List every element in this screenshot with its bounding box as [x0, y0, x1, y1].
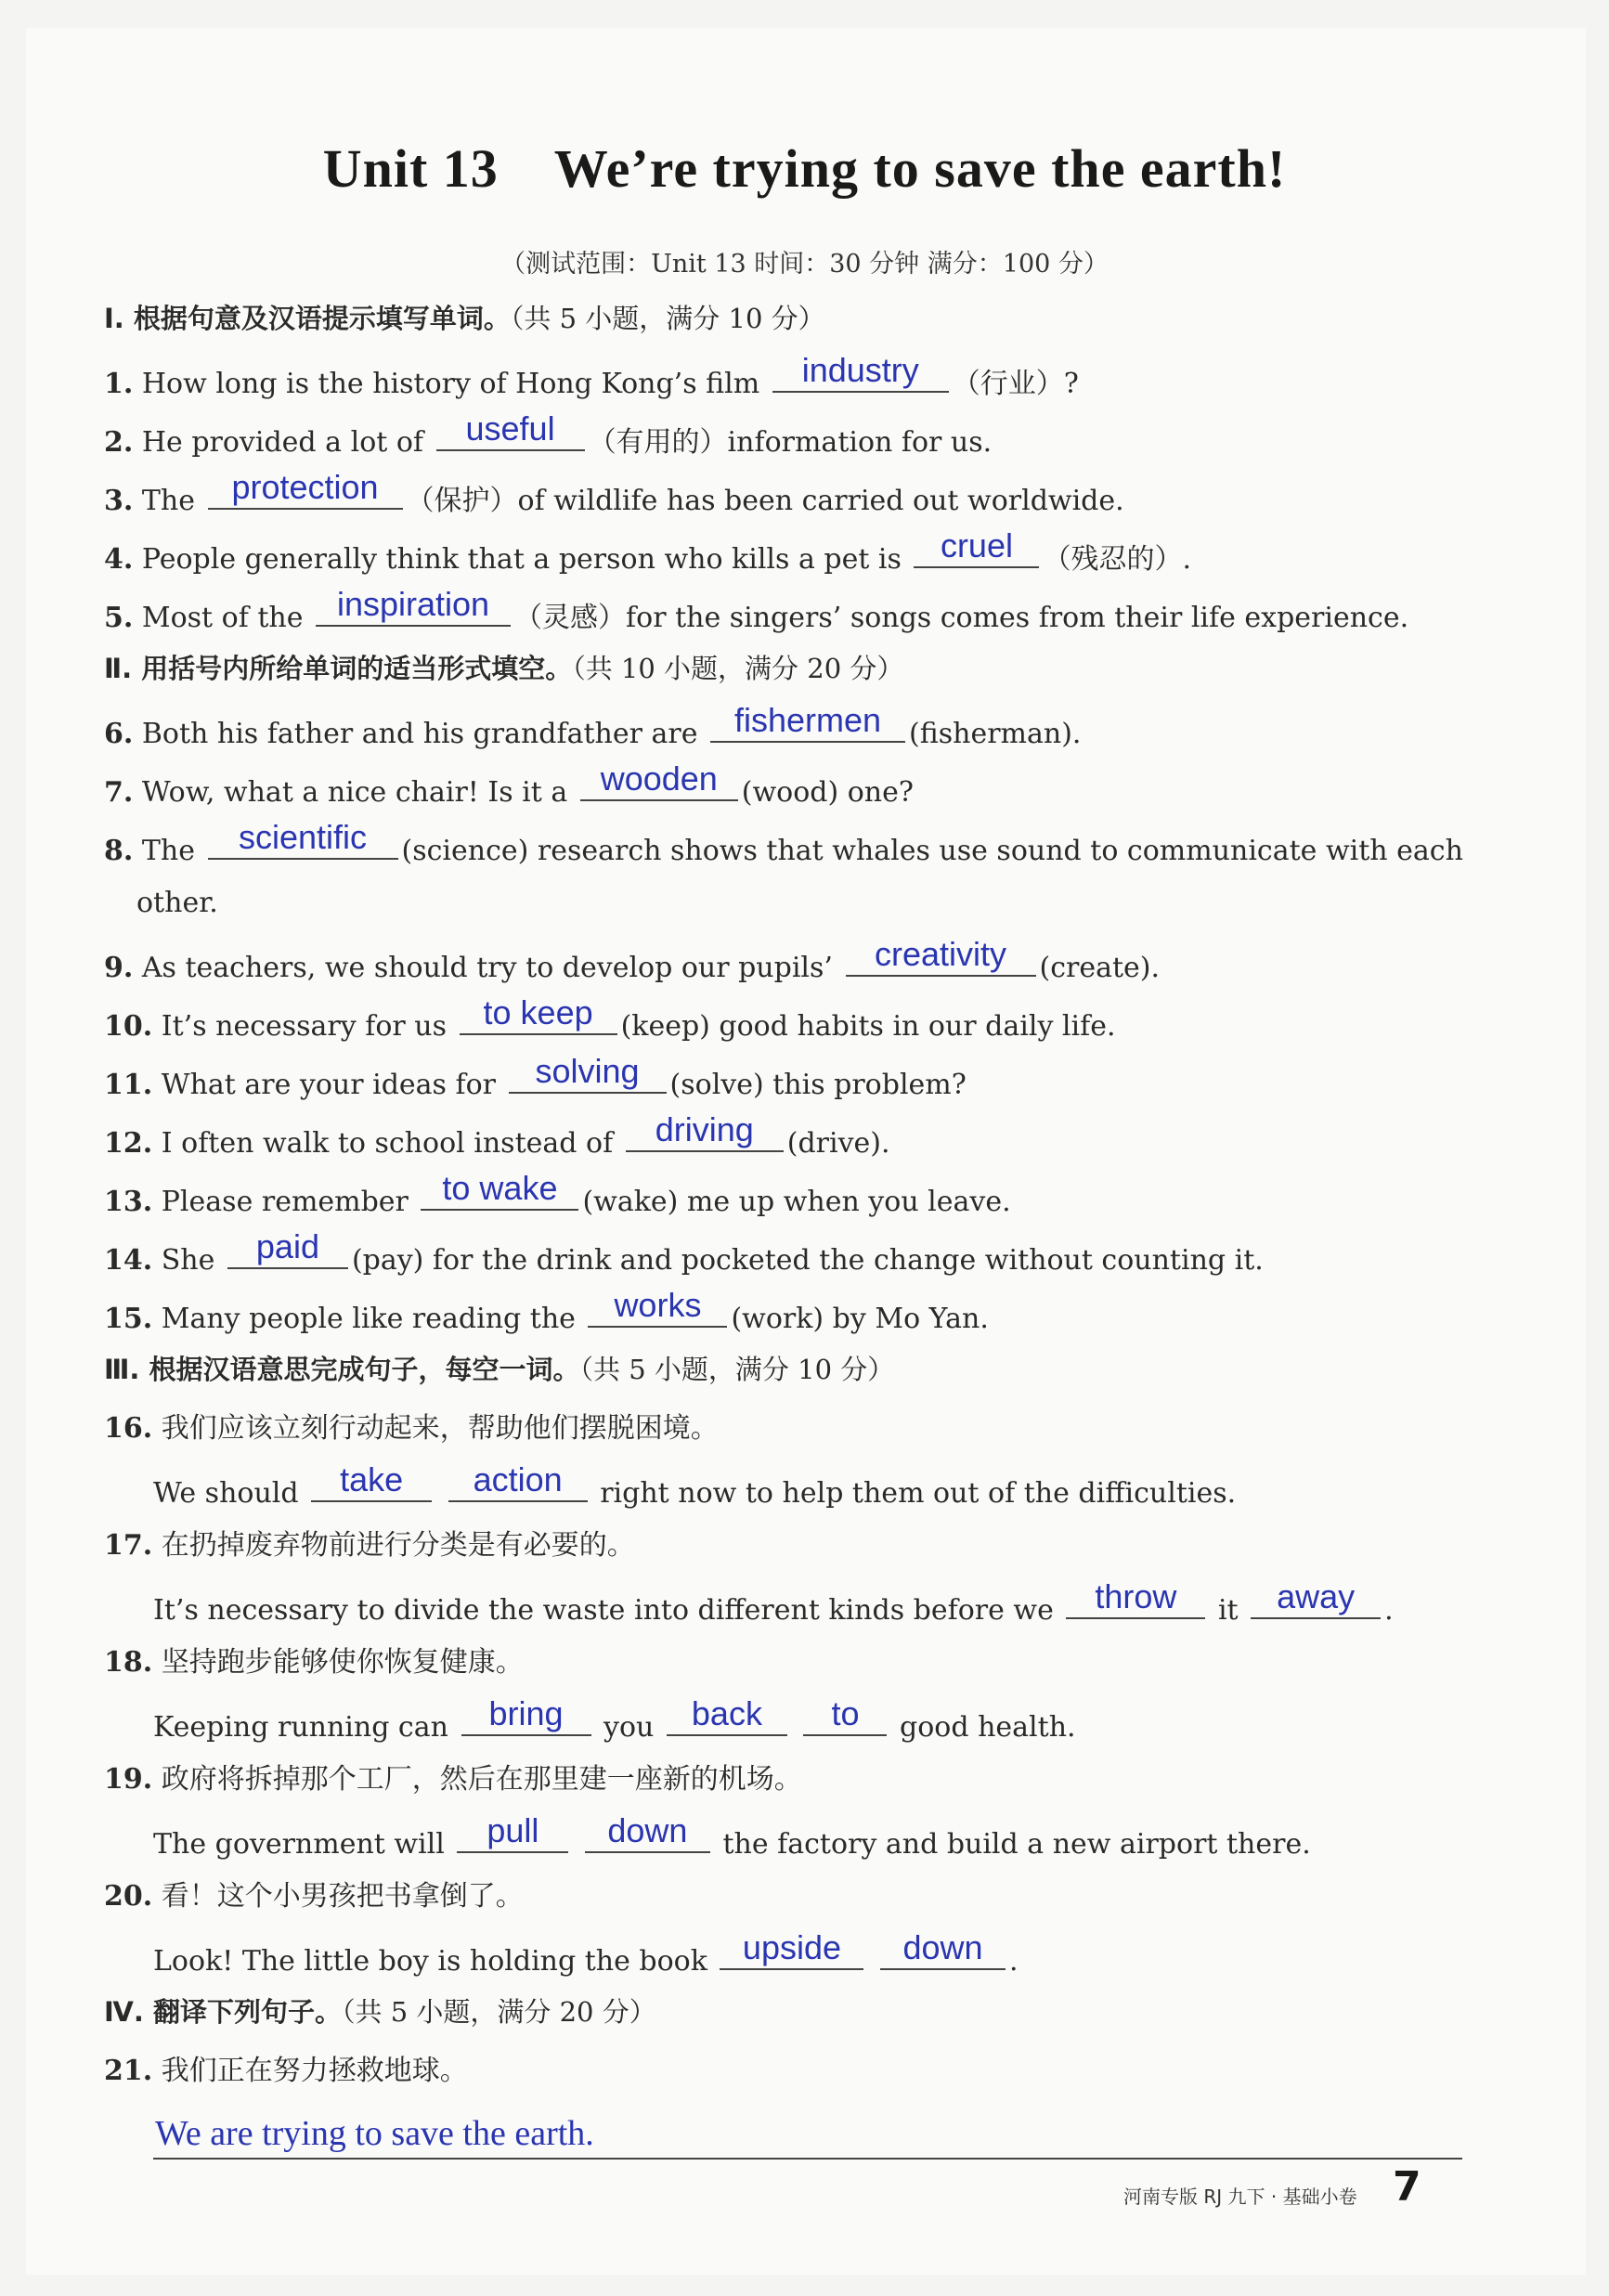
- answer-blank[interactable]: [846, 935, 1036, 977]
- question-number: 14.: [104, 1244, 153, 1277]
- question-8: [104, 818, 1463, 867]
- section-note: （共 5 小题，满分 10 分）: [510, 303, 825, 334]
- chinese-prompt: 在扔掉废弃物前进行分类是有必要的。: [161, 1529, 635, 1562]
- question-1: [104, 351, 1079, 400]
- answer-blank[interactable]: [626, 1110, 784, 1152]
- question-text: good health.: [900, 1711, 1076, 1744]
- answer: creativity: [875, 935, 1007, 973]
- question-5: [104, 585, 1409, 634]
- answer-blank[interactable]: [772, 351, 949, 393]
- title-text: We’re trying to save the earth!: [553, 138, 1287, 199]
- question-text: (pay) for the drink and pocketed the change without counting it.: [351, 1244, 1264, 1277]
- section-1-heading: [104, 300, 825, 337]
- answer: industry: [801, 351, 919, 389]
- question-text: (work) by Mo Yan.: [731, 1303, 989, 1335]
- chinese-prompt: 坚持跑步能够使你恢复健康。: [161, 1646, 524, 1679]
- answer-blank[interactable]: [457, 1811, 568, 1853]
- question-text: (wood) one?: [741, 776, 914, 809]
- question-text: How long is the history of Hong Kong’s film: [141, 368, 760, 400]
- title-unit: Unit 13: [322, 138, 499, 199]
- question-text: right now to help them out of the difficulties.: [600, 1477, 1237, 1510]
- answer-blank[interactable]: [1251, 1577, 1381, 1619]
- question-number: 10.: [104, 1010, 153, 1043]
- answer-blank[interactable]: [588, 1286, 727, 1328]
- test-scope: （测试范围：Unit 13 时间：30 分钟 满分：100 分）: [500, 250, 1109, 279]
- question-text: (fisherman).: [909, 718, 1082, 750]
- question-text: （保护）of wildlife has been carried out worldwide.: [406, 485, 1124, 517]
- section-3-heading: [104, 1351, 894, 1388]
- answer: to: [831, 1694, 860, 1732]
- chinese-prompt: 我们正在努力拯救地球。: [161, 2055, 468, 2087]
- question-number: 18.: [104, 1646, 153, 1679]
- answer: to wake: [442, 1169, 558, 1207]
- answer-blank[interactable]: [710, 701, 905, 743]
- question-number: 16.: [104, 1412, 153, 1445]
- chinese-prompt: 政府将拆掉那个工厂，然后在那里建一座新的机场。: [161, 1763, 802, 1796]
- question-20-prompt: [104, 1878, 524, 1915]
- question-text: Look! The little boy is holding the book: [153, 1945, 707, 1978]
- answer-blank[interactable]: [316, 585, 511, 627]
- section-note: （共 10 小题，满分 20 分）: [572, 653, 904, 684]
- question-2: [104, 409, 993, 459]
- answer: We are trying to save the earth.: [155, 2114, 594, 2153]
- section-2-heading: [104, 650, 903, 687]
- answer: back: [691, 1694, 762, 1732]
- answer: bring: [488, 1694, 564, 1732]
- question-8-continued: other.: [136, 887, 218, 919]
- answer-blank[interactable]: [311, 1460, 432, 1502]
- question-text: you: [603, 1711, 655, 1744]
- question-text: (create).: [1039, 952, 1161, 984]
- question-number: 20.: [104, 1880, 153, 1913]
- answer: inspiration: [336, 585, 490, 623]
- answer: cruel: [940, 526, 1013, 564]
- question-11: [104, 1052, 967, 1101]
- question-text: It’s necessary to divide the waste into different kinds before we: [153, 1594, 1054, 1627]
- answer: to keep: [483, 993, 593, 1031]
- question-number: 13.: [104, 1186, 153, 1218]
- question-text: (science) research shows that whales use sound to communicate with each: [401, 835, 1463, 867]
- answer-blank[interactable]: [914, 526, 1039, 568]
- answer-blank[interactable]: [1066, 1577, 1205, 1619]
- answer: down: [902, 1928, 983, 1966]
- page-number: 7: [1393, 2163, 1421, 2211]
- question-text: (solve) this problem?: [669, 1069, 967, 1101]
- question-number: 11.: [104, 1069, 153, 1101]
- answer: useful: [465, 409, 555, 448]
- answer: fishermen: [733, 701, 882, 739]
- question-16-answer-line: [153, 1460, 1237, 1510]
- question-text: （有用的）information for us.: [588, 426, 993, 459]
- question-text: The: [141, 485, 195, 517]
- question-number: 8.: [104, 835, 134, 867]
- translation-answer-line[interactable]: [153, 2114, 1462, 2160]
- question-text: (wake) me up when you leave.: [582, 1186, 1011, 1218]
- question-9: [104, 935, 1161, 984]
- answer-blank[interactable]: [803, 1694, 887, 1736]
- answer-blank[interactable]: [461, 1694, 591, 1736]
- question-text: The government will: [153, 1828, 445, 1861]
- answer: paid: [255, 1227, 319, 1265]
- answer: upside: [742, 1928, 842, 1966]
- question-text: Please remember: [161, 1186, 409, 1218]
- section-title: Ⅲ. 根据汉语意思完成句子，每空一词。: [104, 1354, 580, 1385]
- answer-blank[interactable]: [227, 1227, 348, 1269]
- question-number: 3.: [104, 485, 134, 517]
- question-19-prompt: [104, 1761, 802, 1798]
- question-number: 15.: [104, 1303, 153, 1335]
- question-3: [104, 468, 1124, 517]
- question-18-answer-line: [153, 1694, 1076, 1744]
- answer: pull: [487, 1811, 539, 1849]
- answer-blank[interactable]: [436, 409, 585, 451]
- question-6: [104, 701, 1082, 750]
- question-text: Wow, what a nice chair! Is it a: [141, 776, 568, 809]
- answer: solving: [535, 1052, 640, 1090]
- section-title: Ⅳ. 翻译下列句子。: [104, 1996, 342, 2028]
- answer: protection: [231, 468, 379, 506]
- answer: throw: [1095, 1577, 1177, 1615]
- answer-blank[interactable]: [448, 1460, 588, 1502]
- answer: works: [614, 1286, 702, 1324]
- question-21-prompt: [104, 2053, 468, 2090]
- question-text: （残忍的）.: [1043, 543, 1191, 576]
- answer-blank[interactable]: [460, 993, 617, 1035]
- question-text: We should: [153, 1477, 299, 1510]
- footer-label: 河南专版 RJ 九下 · 基础小卷: [1123, 2186, 1357, 2208]
- question-4: [104, 526, 1191, 576]
- question-text: (keep) good habits in our daily life.: [620, 1010, 1116, 1043]
- question-text: I often walk to school instead of: [161, 1127, 614, 1160]
- section-title: Ⅱ. 用括号内所给单词的适当形式填空。: [104, 653, 573, 684]
- question-text: Both his father and his grandfather are: [141, 718, 698, 750]
- question-number: 12.: [104, 1127, 153, 1160]
- question-number: 2.: [104, 426, 134, 459]
- question-text: .: [1384, 1594, 1394, 1627]
- question-text: She: [161, 1244, 215, 1277]
- question-number: 17.: [104, 1529, 153, 1562]
- question-text: As teachers, we should try to develop our pupils’: [141, 952, 833, 984]
- section-4-heading: [104, 1993, 656, 2030]
- section-note: （共 5 小题，满分 10 分）: [579, 1354, 895, 1385]
- question-text: （灵感）for the singers’ songs comes from their life experience.: [514, 602, 1409, 634]
- answer: away: [1277, 1577, 1356, 1615]
- question-15: [104, 1286, 989, 1335]
- question-number: 19.: [104, 1763, 153, 1796]
- section-title: Ⅰ. 根据句意及汉语提示填写单词。: [104, 303, 511, 334]
- question-text: Keeping running can: [153, 1711, 448, 1744]
- question-number: 9.: [104, 952, 134, 984]
- question-number: 6.: [104, 718, 134, 750]
- answer-blank[interactable]: [421, 1169, 578, 1211]
- question-12: [104, 1110, 890, 1160]
- question-text: The: [141, 835, 195, 867]
- answer-blank[interactable]: [208, 468, 403, 510]
- question-19-answer-line: [153, 1811, 1311, 1861]
- chinese-prompt: 看！这个小男孩把书拿倒了。: [161, 1880, 524, 1913]
- answer-blank[interactable]: [880, 1928, 1006, 1970]
- question-text: .: [1009, 1945, 1019, 1978]
- question-text: it: [1217, 1594, 1239, 1627]
- answer-blank[interactable]: [720, 1928, 863, 1970]
- question-17-prompt: [104, 1527, 635, 1564]
- question-18-prompt: [104, 1644, 524, 1681]
- question-number: 7.: [104, 776, 134, 809]
- answer: take: [340, 1460, 404, 1498]
- question-20-answer-line: [153, 1928, 1019, 1978]
- question-text: the factory and build a new airport there.: [722, 1828, 1311, 1861]
- answer: scientific: [238, 818, 368, 856]
- question-number: 5.: [104, 602, 134, 634]
- question-17-answer-line: [153, 1577, 1394, 1627]
- answer: driving: [655, 1110, 754, 1148]
- question-text: （行业）?: [952, 368, 1079, 400]
- question-16-prompt: [104, 1410, 719, 1447]
- answer: down: [607, 1811, 688, 1849]
- answer-blank[interactable]: [509, 1052, 667, 1094]
- question-text: It’s necessary for us: [161, 1010, 448, 1043]
- question-7: [104, 759, 914, 809]
- question-text: (drive).: [786, 1127, 890, 1160]
- question-text: Many people like reading the: [161, 1303, 576, 1335]
- question-text: Most of the: [141, 602, 304, 634]
- question-14: [104, 1227, 1264, 1277]
- answer: wooden: [600, 759, 718, 798]
- section-note: （共 5 小题，满分 20 分）: [341, 1996, 656, 2028]
- question-number: 1.: [104, 368, 134, 400]
- page-title: [0, 137, 1609, 200]
- answer-blank[interactable]: [585, 1811, 710, 1853]
- answer-blank[interactable]: [580, 759, 738, 801]
- question-text: He provided a lot of: [141, 426, 424, 459]
- question-13: [104, 1169, 1011, 1218]
- question-10: [104, 993, 1116, 1043]
- answer-blank[interactable]: [667, 1694, 787, 1736]
- question-number: 4.: [104, 543, 134, 576]
- chinese-prompt: 我们应该立刻行动起来，帮助他们摆脱困境。: [161, 1412, 719, 1445]
- question-text: People generally think that a person who kills a pet is: [141, 543, 902, 576]
- answer: action: [473, 1460, 563, 1498]
- answer-blank[interactable]: [208, 818, 398, 860]
- question-text: What are your ideas for: [161, 1069, 496, 1101]
- question-number: 21.: [104, 2055, 153, 2087]
